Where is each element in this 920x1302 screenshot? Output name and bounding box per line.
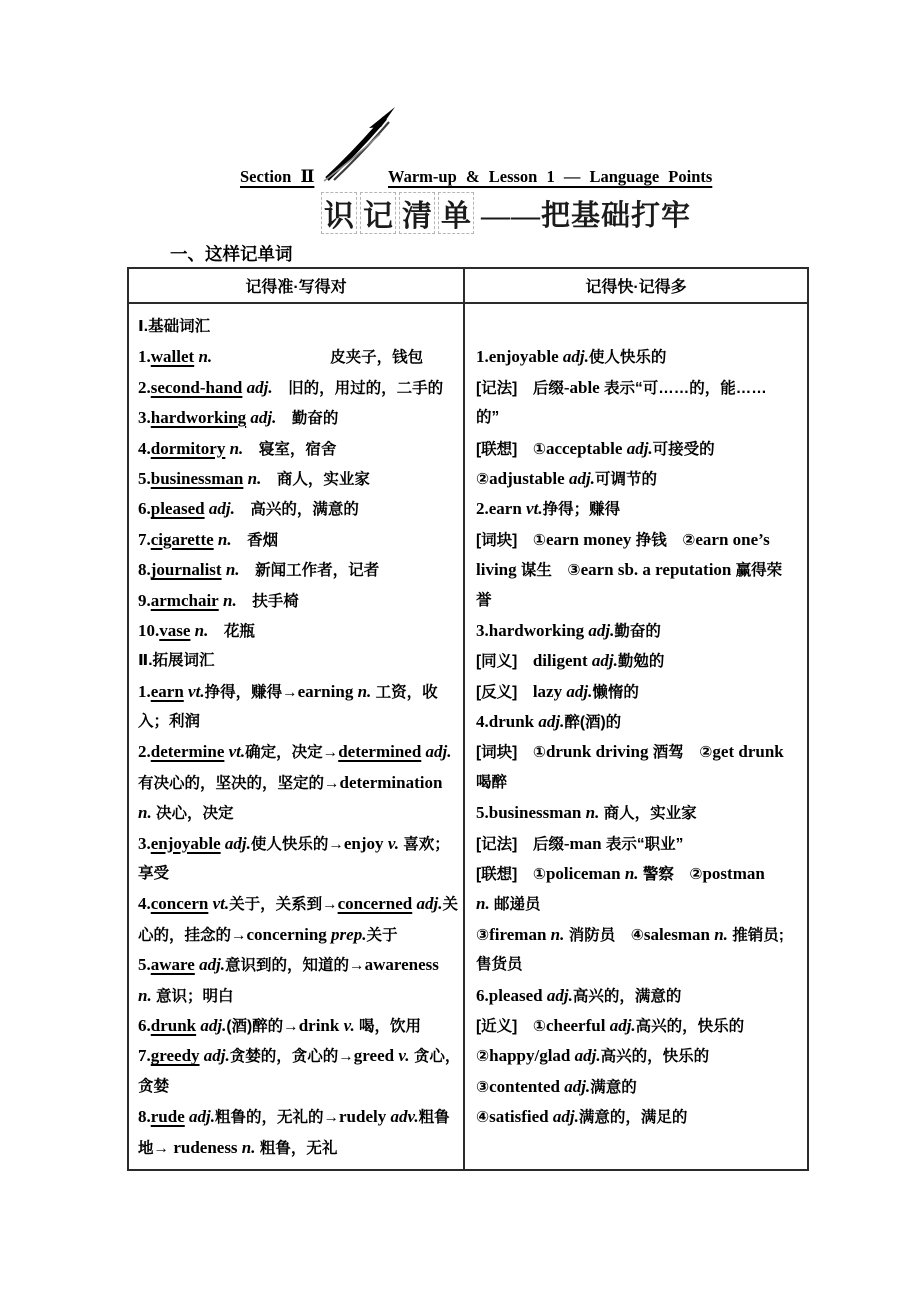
text-segment: adv.: [386, 1107, 419, 1127]
table-line: [138, 342, 457, 372]
text-segment: 推销员;: [727, 926, 784, 944]
text-segment: 高兴的，快乐的: [600, 1048, 710, 1066]
table-line: [138, 798, 457, 828]
text-segment: adj.: [548, 1107, 579, 1127]
text-segment: rude: [150, 1107, 185, 1127]
text-segment: earn one’s: [695, 529, 770, 549]
text-segment: n.: [138, 803, 152, 823]
text-segment: vase: [159, 620, 191, 640]
text-segment: n.: [546, 924, 565, 944]
text-segment: earn money: [545, 529, 632, 549]
text-segment: n.: [476, 894, 490, 914]
text-segment: 5.businessman: [476, 803, 582, 823]
spacer: [212, 361, 330, 362]
text-segment: 的”: [476, 409, 500, 427]
text-segment: 懒惰的: [592, 683, 639, 701]
text-segment: adj.: [564, 468, 595, 488]
text-segment: concerning: [246, 924, 327, 944]
text-segment: 喜欢；: [398, 835, 450, 853]
text-segment: 高兴的，满意的: [234, 501, 359, 519]
text-segment: adj.: [246, 408, 277, 428]
text-segment: 关于，关系到→: [229, 896, 338, 914]
text-segment: 4.: [138, 438, 151, 458]
table-line: [476, 616, 801, 646]
table-line: [476, 920, 801, 950]
table-line: [138, 920, 457, 950]
text-segment: 3.: [138, 408, 151, 428]
text-segment: 酒驾 ②: [648, 744, 713, 762]
text-segment: [词块] ①: [476, 531, 546, 549]
text-segment: Ⅱ.拓展词汇: [138, 652, 215, 670]
table-line: [476, 403, 801, 433]
text-segment: salesman: [643, 924, 710, 944]
text-segment: vt.: [224, 742, 246, 762]
table-line: [476, 342, 801, 372]
text-segment: 2.: [138, 377, 151, 397]
text-segment: determined: [338, 742, 422, 762]
text-segment: drunk driving: [545, 742, 649, 762]
text-segment: 使人快乐的: [588, 349, 667, 367]
text-segment: 表示“职业”: [601, 835, 684, 853]
text-segment: 5.: [138, 468, 151, 488]
text-segment: 香烟: [231, 531, 279, 549]
section-title: Section Ⅱ: [240, 167, 315, 186]
text-segment: lazy: [532, 681, 563, 701]
table-line: [476, 525, 801, 555]
text-segment: n.: [138, 985, 152, 1005]
text-segment: greedy: [150, 1046, 200, 1066]
table-line: [476, 798, 801, 828]
text-segment: 意识到的，知道的→: [225, 957, 365, 975]
text-segment: adj.: [562, 681, 593, 701]
banner-title: [321, 190, 691, 236]
text-segment: 可接受的: [652, 440, 715, 458]
banner-char-4: 单: [438, 192, 474, 234]
table-line: [476, 950, 801, 980]
table-line: [138, 1102, 457, 1132]
text-segment: [联想] ①: [476, 866, 546, 884]
text-segment: 有决心的，坚决的，坚定的→: [138, 774, 340, 792]
text-segment: 满意的: [590, 1078, 637, 1096]
table-line: [138, 737, 457, 767]
text-segment: n.: [213, 529, 232, 549]
text-segment: enjoyable: [150, 833, 221, 853]
table-line: [138, 1133, 457, 1163]
text-segment: 消防员 ④: [564, 926, 644, 944]
text-segment: 可调节的: [594, 470, 657, 488]
text-segment: adj.: [587, 651, 618, 671]
text-segment: determine: [150, 742, 225, 762]
text-segment: 谋生 ③: [516, 562, 581, 580]
text-segment: n.: [353, 681, 372, 701]
text-segment: 售货员: [476, 956, 523, 974]
text-segment: businessman: [150, 468, 244, 488]
text-segment: 誉: [476, 591, 492, 609]
table-line: [476, 737, 801, 767]
text-segment: enjoy: [343, 833, 384, 853]
text-segment: [记法] 后缀: [476, 379, 564, 397]
text-segment: 7.: [138, 529, 151, 549]
table-line: [138, 616, 457, 646]
text-segment: n.: [194, 347, 213, 367]
text-segment: 高兴的，满意的: [572, 987, 682, 1005]
text-segment: get drunk: [712, 742, 784, 762]
table-line: [138, 950, 457, 980]
table-line: [138, 646, 457, 676]
text-segment: postman: [702, 864, 765, 884]
text-segment: drunk: [150, 1015, 197, 1035]
text-segment: ④: [476, 1109, 490, 1127]
text-segment: 4.drunk: [476, 712, 535, 732]
text-segment: vt.: [521, 499, 543, 519]
table-line: [476, 707, 801, 737]
vocab-table: [127, 267, 809, 1171]
text-segment: 入；利润: [138, 713, 201, 731]
table-line: [476, 1011, 801, 1041]
text-segment: rudely: [339, 1107, 387, 1127]
table-line: [138, 464, 457, 494]
text-segment: 使人快乐的→: [250, 835, 344, 853]
text-segment: v.: [394, 1046, 410, 1066]
lesson-title: Warm-up & Lesson 1 — Language Points: [388, 167, 713, 186]
text-segment: 挣得，赚得→: [204, 683, 298, 701]
text-segment: n.: [225, 438, 244, 458]
text-segment: n.: [620, 864, 639, 884]
text-segment: ③: [476, 1078, 490, 1096]
text-segment: 3.: [138, 833, 151, 853]
table-line: [476, 1072, 801, 1102]
text-segment: adj.: [220, 833, 251, 853]
table-line: [476, 586, 801, 616]
text-segment: 7.: [138, 1046, 151, 1066]
text-segment: 8.: [138, 560, 151, 580]
text-segment: [记法] 后缀: [476, 835, 564, 853]
table-line: [476, 494, 801, 524]
table-line: [138, 677, 457, 707]
text-segment: 勤奋的: [614, 622, 661, 640]
text-segment: adj.: [605, 1015, 636, 1035]
table-line: [138, 859, 457, 889]
column-header-left: 记得准·写得对: [129, 269, 465, 302]
text-segment: 10.: [138, 620, 160, 640]
table-line: [476, 1041, 801, 1071]
text-segment: acceptable: [545, 438, 623, 458]
text-segment: policeman: [545, 864, 621, 884]
text-segment: [反义]: [476, 683, 533, 701]
text-segment: 新闻工作者，记者: [239, 562, 380, 580]
text-segment: 粗鲁，无礼: [255, 1139, 338, 1157]
text-segment: n.: [218, 590, 237, 610]
text-segment: adj.: [558, 347, 589, 367]
text-segment: 9.: [138, 590, 151, 610]
text-segment: rudeness: [173, 1137, 238, 1157]
text-segment: 粗鲁的，无礼的→: [214, 1109, 339, 1127]
table-line: [476, 1102, 801, 1132]
text-segment: dormitory: [150, 438, 226, 458]
table-line: [138, 707, 457, 737]
text-segment: v.: [383, 833, 399, 853]
table-body-row: [129, 304, 807, 1169]
text-segment: [词块] ①: [476, 744, 546, 762]
text-segment: 勤奋的: [276, 410, 339, 428]
text-segment: 2.earn: [476, 499, 522, 519]
table-cell-left: [129, 304, 465, 1169]
table-line: [138, 403, 457, 433]
text-segment: 8.: [138, 1107, 151, 1127]
table-line: [138, 525, 457, 555]
text-segment: 1.: [138, 681, 151, 701]
text-segment: pleased: [150, 499, 205, 519]
table-line: [138, 768, 457, 798]
table-line: [476, 981, 801, 1011]
table-line: [138, 1011, 457, 1041]
text-segment: 6.: [138, 499, 151, 519]
table-line: [138, 434, 457, 464]
text-segment: 挣钱 ②: [631, 531, 696, 549]
pen-swoosh-graphic: [323, 106, 397, 182]
text-segment: adj.: [584, 620, 615, 640]
table-header-row: [129, 269, 807, 304]
text-segment: wallet: [150, 347, 195, 367]
table-line: [476, 677, 801, 707]
text-segment: 关于: [366, 926, 398, 944]
text-segment: satisfied: [489, 1107, 549, 1127]
text-segment: 粗鲁: [418, 1109, 450, 1127]
text-segment: adj.: [194, 955, 226, 975]
text-segment: n.: [237, 1137, 256, 1157]
table-line: [138, 1072, 457, 1102]
text-segment: n.: [709, 924, 728, 944]
text-segment: 4.: [138, 894, 151, 914]
text-segment: journalist: [150, 560, 222, 580]
table-line: [476, 768, 801, 798]
text-segment: determination: [339, 772, 443, 792]
table-line: [476, 889, 801, 919]
text-segment: adj.: [199, 1046, 230, 1066]
text-segment: 警察 ②: [638, 866, 703, 884]
text-segment: 1.enjoyable: [476, 347, 559, 367]
text-segment: 意识；明白: [151, 987, 234, 1005]
text-segment: 扶手椅: [236, 592, 299, 610]
text-segment: 寝室，宿舍: [243, 440, 337, 458]
text-segment: cheerful: [545, 1015, 606, 1035]
text-segment: 花瓶: [208, 622, 255, 640]
text-segment: Ⅰ.基础词汇: [138, 318, 211, 335]
banner-char-2: 记: [360, 192, 396, 234]
text-segment: greed: [353, 1046, 395, 1066]
table-line: [138, 889, 457, 919]
text-segment: concerned: [337, 894, 413, 914]
table-line: [476, 859, 801, 889]
text-segment: vt.: [208, 894, 230, 914]
text-segment: 6.: [138, 1015, 151, 1035]
banner-subtitle: ——把基础打牢: [481, 199, 692, 232]
text-segment: 喝，饮用: [354, 1017, 422, 1035]
text-segment: 邮递员: [489, 896, 541, 914]
text-segment: 2.: [138, 742, 151, 762]
text-segment: fireman: [489, 924, 547, 944]
text-segment: 表示“可……的，能……: [599, 379, 767, 397]
section-subheading: 一、这样记单词: [170, 244, 293, 264]
table-line: [476, 434, 801, 464]
text-segment: -able: [563, 377, 600, 397]
text-segment: v.: [339, 1015, 355, 1035]
text-segment: 决心，决定: [151, 805, 234, 823]
text-segment: 贪心，: [409, 1048, 461, 1066]
text-segment: 确定，决定→: [245, 744, 339, 762]
text-segment: 醉(酒)的: [564, 714, 622, 732]
text-segment: 勤勉的: [617, 653, 665, 671]
text-segment: awareness: [364, 955, 439, 975]
text-segment: cigarette: [150, 529, 214, 549]
text-segment: 贪婪: [138, 1077, 170, 1095]
text-segment: 高兴的，快乐的: [635, 1017, 745, 1035]
text-segment: n.: [221, 560, 240, 580]
text-segment: 商人，实业家: [599, 805, 697, 823]
text-segment: n.: [243, 468, 262, 488]
text-segment: 1.: [138, 347, 151, 367]
text-segment: [近义] ①: [476, 1017, 546, 1035]
table-line: [138, 586, 457, 616]
text-segment: 旧的，用过的，二手的: [272, 379, 444, 397]
text-segment: n.: [581, 803, 600, 823]
table-line: [476, 312, 801, 342]
text-segment: n.: [190, 620, 209, 640]
text-segment: adj.: [622, 438, 653, 458]
text-segment: drink: [298, 1015, 340, 1035]
text-segment: adj.: [196, 1015, 227, 1035]
text-segment: adj.: [559, 1076, 591, 1096]
text-segment: earning: [297, 681, 354, 701]
text-segment: vt.: [183, 681, 205, 701]
table-line: [138, 981, 457, 1011]
table-line: [476, 555, 801, 585]
text-segment: adj.: [184, 1107, 215, 1127]
text-segment: adj.: [242, 377, 273, 397]
text-segment: armchair: [150, 590, 219, 610]
table-cell-right: [465, 304, 807, 1169]
text-segment: 贪婪的，贪心的→: [229, 1048, 354, 1066]
table-line: [476, 829, 801, 859]
text-segment: contented: [489, 1076, 560, 1096]
text-segment: [同义]: [476, 653, 533, 671]
text-segment: 关: [442, 896, 458, 914]
text-segment: 商人，实业家: [261, 470, 370, 488]
table-line: [138, 494, 457, 524]
text-segment: (酒)醉的→: [226, 1017, 299, 1035]
text-segment: 挣得；赚得: [542, 501, 621, 519]
banner-char-1: 识: [321, 192, 357, 234]
text-segment: 地→: [138, 1139, 174, 1157]
text-segment: 心的，挂念的→: [138, 926, 247, 944]
table-line: [476, 373, 801, 403]
text-segment: adj.: [412, 894, 443, 914]
table-line: [476, 646, 801, 676]
text-segment: 喝醉: [476, 773, 508, 791]
text-segment: hardworking: [150, 408, 247, 428]
table-line: [138, 1041, 461, 1071]
table-line: [138, 829, 457, 859]
swoosh-icon: [323, 106, 397, 182]
text-segment: 5.: [138, 955, 151, 975]
text-segment: 皮夹子，钱包: [330, 349, 424, 367]
text-segment: [联想] ①: [476, 440, 546, 458]
text-segment: ③: [476, 926, 490, 944]
text-segment: adj.: [421, 742, 452, 762]
table-line: [138, 373, 457, 403]
text-segment: happy/glad: [489, 1046, 571, 1066]
text-segment: 享受: [138, 865, 170, 883]
text-segment: prep.: [326, 924, 367, 944]
text-segment: 6.pleased: [476, 985, 543, 1005]
text-segment: adj.: [570, 1046, 601, 1066]
text-segment: concern: [150, 894, 209, 914]
text-segment: 满意的，满足的: [578, 1109, 688, 1127]
text-segment: adj.: [204, 499, 235, 519]
text-segment: adjustable: [489, 468, 565, 488]
text-segment: aware: [150, 955, 195, 975]
text-segment: -man: [563, 833, 602, 853]
text-segment: 赢得荣: [731, 562, 783, 580]
text-segment: 3.hardworking: [476, 620, 585, 640]
text-segment: adj.: [534, 712, 565, 732]
text-segment: earn sb. a reputation: [580, 560, 732, 580]
text-segment: living: [476, 560, 517, 580]
text-segment: 工资，收: [371, 683, 438, 701]
text-segment: adj.: [542, 985, 573, 1005]
column-header-right: 记得快·记得多: [585, 279, 687, 296]
banner-char-3: 清: [399, 192, 435, 234]
table-line: [138, 312, 457, 342]
text-segment: second-hand: [150, 377, 243, 397]
text-segment: earn: [150, 681, 184, 701]
table-line: [476, 464, 801, 494]
table-line: [138, 555, 457, 585]
text-segment: ②: [476, 470, 490, 488]
text-segment: ②: [476, 1048, 490, 1066]
text-segment: diligent: [532, 651, 588, 671]
